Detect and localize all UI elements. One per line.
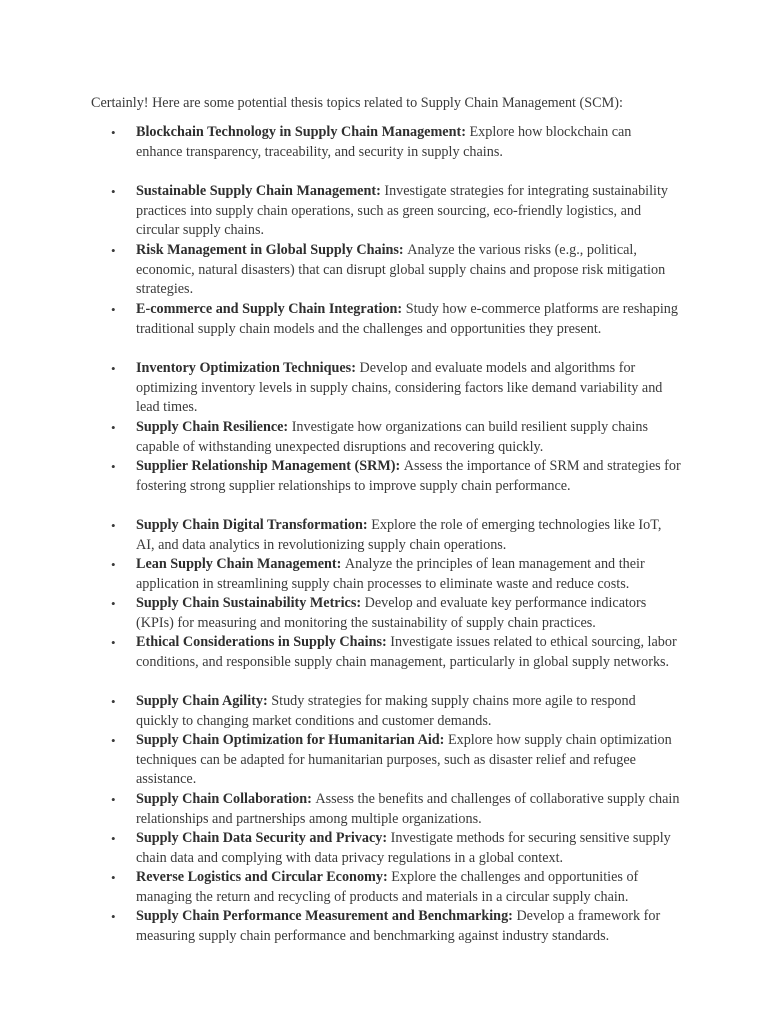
topic-description: Investigate methods for securing sensitive supply chain data and complying with data privacy regulations in a global context. <box>136 830 671 866</box>
bullet-icon: • <box>111 302 116 317</box>
topic-title: Supplier Relationship Management (SRM): <box>136 458 404 474</box>
bullet-icon: • <box>111 596 116 611</box>
topic-description: Investigate issues related to ethical sourcing, labor conditions, and responsible supply chain management, particularly in global supply networks. <box>136 634 677 670</box>
bullet-icon: • <box>111 420 116 435</box>
topic-title: Ethical Considerations in Supply Chains: <box>136 634 391 650</box>
bullet-icon: • <box>111 635 116 650</box>
topic-item <box>111 300 681 359</box>
topic-description: Explore the role of emerging technologies like IoT, AI, and data analytics in revolutionizing supply chain operations. <box>136 517 662 553</box>
topic-description: Investigate how organizations can build resilient supply chains capable of withstanding unexpected disruptions and recovering quickly. <box>136 419 649 455</box>
topic-item <box>111 241 681 300</box>
topic-item <box>111 359 681 418</box>
topic-title: Supply Chain Performance Measurement and Benchmarking: <box>136 908 517 924</box>
bullet-icon: • <box>111 518 116 533</box>
topic-item <box>111 790 681 829</box>
topic-item <box>111 555 681 594</box>
topic-item <box>111 868 681 907</box>
topic-title: Lean Supply Chain Management: <box>136 556 345 572</box>
topic-item <box>111 182 681 241</box>
topic-item <box>111 418 681 457</box>
topic-item <box>111 633 681 692</box>
topic-description: Explore the challenges and opportunities of managing the return and recycling of products and materials in a circular supply chain. <box>136 869 639 905</box>
topic-item <box>111 123 681 182</box>
bullet-icon: • <box>111 125 116 140</box>
topic-title: Supply Chain Collaboration: <box>136 791 316 807</box>
topic-description: Assess the benefits and challenges of collaborative supply chain relationships and partnerships among multiple organizations. <box>136 791 680 827</box>
topic-description: Explore how blockchain can enhance transparency, traceability, and security in supply chains. <box>136 124 632 160</box>
topic-description: Develop and evaluate models and algorithms for optimizing inventory levels in supply chains, considering factors like demand variability and lead times. <box>136 360 663 416</box>
topic-title: Risk Management in Global Supply Chains: <box>136 242 408 258</box>
topic-title: Supply Chain Resilience: <box>136 419 292 435</box>
topic-item <box>111 516 681 555</box>
bullet-icon: • <box>111 831 116 846</box>
topic-title: Sustainable Supply Chain Management: <box>136 183 385 199</box>
bullet-icon: • <box>111 184 116 199</box>
topic-title: E-commerce and Supply Chain Integration: <box>136 301 406 317</box>
topic-description: Analyze the various risks (e.g., political, economic, natural disasters) that can disrupt global supply chains and propose risk mitigation strategies. <box>136 242 666 298</box>
bullet-icon: • <box>111 243 116 258</box>
topic-title: Supply Chain Agility: <box>136 693 272 709</box>
topic-description: Study how e-commerce platforms are reshaping traditional supply chain models and the challenges and opportunities they present. <box>136 301 678 337</box>
topic-description: Analyze the principles of lean management and their application in streamlining supply chain processes to eliminate waste and reduce costs. <box>136 556 645 592</box>
topic-title: Reverse Logistics and Circular Economy: <box>136 869 392 885</box>
bullet-icon: • <box>111 557 116 572</box>
topic-list <box>111 123 681 946</box>
topic-item <box>111 594 681 633</box>
intro-paragraph: Certainly! Here are some potential thesis topics related to Supply Chain Management (SCM): <box>91 95 623 111</box>
topic-title: Supply Chain Digital Transformation: <box>136 517 372 533</box>
bullet-icon: • <box>111 909 116 924</box>
bullet-icon: • <box>111 733 116 748</box>
topic-description: Study strategies for making supply chains more agile to respond quickly to changing market conditions and customer demands. <box>136 693 636 729</box>
topic-item <box>111 692 681 731</box>
bullet-icon: • <box>111 459 116 474</box>
topic-title: Supply Chain Sustainability Metrics: <box>136 595 365 611</box>
topic-description: Investigate strategies for integrating sustainability practices into supply chain operations, such as green sourcing, eco-friendly logistics, and circular supply chains. <box>136 183 669 239</box>
topic-title: Supply Chain Data Security and Privacy: <box>136 830 391 846</box>
topic-title: Inventory Optimization Techniques: <box>136 360 360 376</box>
topic-title: Blockchain Technology in Supply Chain Management: <box>136 124 470 140</box>
topic-item <box>111 907 681 946</box>
topic-description: Explore how supply chain optimization techniques can be adapted for humanitarian purposes, such as disaster relief and refugee assistance. <box>136 732 672 788</box>
topic-title: Supply Chain Optimization for Humanitarian Aid: <box>136 732 448 748</box>
bullet-icon: • <box>111 792 116 807</box>
topic-description: Assess the importance of SRM and strategies for fostering strong supplier relationships to improve supply chain performance. <box>136 458 681 494</box>
bullet-icon: • <box>111 361 116 376</box>
topic-item <box>111 457 681 516</box>
topic-description: Develop and evaluate key performance indicators (KPIs) for measuring and monitoring the sustainability of supply chain practices. <box>136 595 647 631</box>
bullet-icon: • <box>111 694 116 709</box>
topic-item <box>111 829 681 868</box>
topic-item <box>111 731 681 790</box>
bullet-icon: • <box>111 870 116 885</box>
topic-description: Develop a framework for measuring supply chain performance and benchmarking against industry standards. <box>136 908 661 944</box>
